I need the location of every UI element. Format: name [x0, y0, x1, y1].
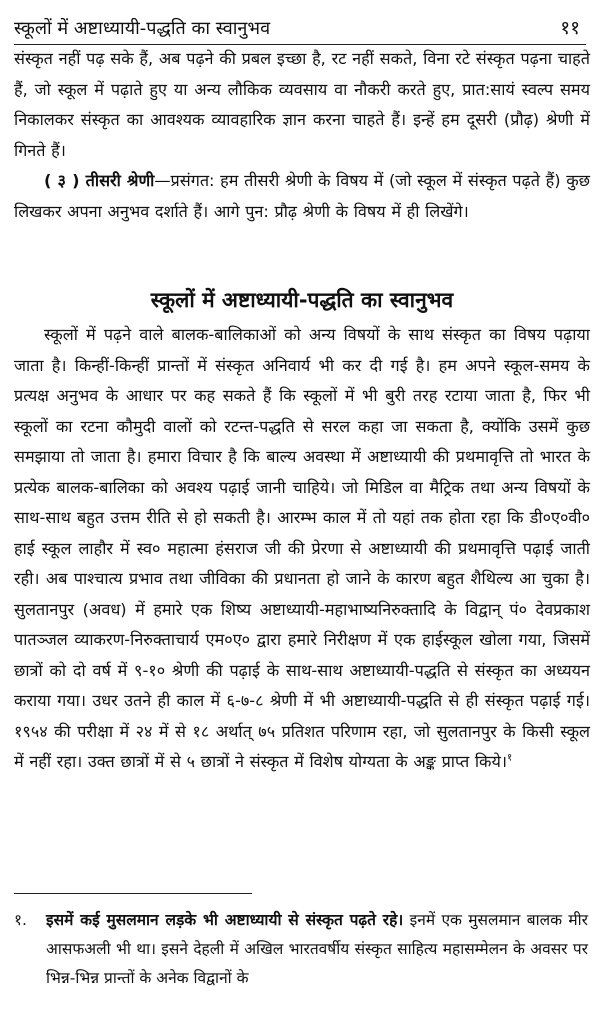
third-category-text: —प्रसंगत: हम तीसरी श्रेणी के विषय में (जो स्कूल में संस्कृत पढ़ते हैं) कुछ लिखकर अपना अनुभव दर्शाते हैं। आगे पुन: प्रौढ़ श्रेणी के विषय में ही लिखेंगे। — [14, 171, 590, 221]
footnote-text: इनमें एक मुसलमान बालक मीर आसफअली भी था। इसने देहली में अखिल भारतवर्षीय संस्कृत साहित्य महासम्मेलन के अवसर पर भिन्न-भिन्न प्रान्तों के अनेक विद्वानों के — [46, 911, 589, 987]
page-number: ११ — [560, 17, 580, 39]
third-category-label: ( ३ ) तीसरी श्रेणी — [44, 171, 155, 190]
paragraph-main — [14, 320, 590, 778]
paragraph-third-category — [14, 166, 590, 227]
main-paragraph-text: स्कूलों में पढ़ने वाले बालक-बालिकाओं को अन्य विषयों के साथ संस्कृत का विषय पढ़ाया जाता है। किन्हीं-किन्हीं प्रान्तों में संस्कृत अनिवार्य भी कर दी गई है। हम अपने स्कूल-समय के प्रत्यक्ष अनुभव के आधार पर कह सकते हैं कि स्कूलों में भी बुरी तरह रटाया जाता है, फिर भी स्कूलों का रटना कौमुदी वालों को रटन्त-पद्धति से सरल कहा जा सकता है, क्योंकि उसमें कुछ समझाया तो जाता है। हमारा विचार है कि बाल्य अवस्था में अष्टाध्यायी की प्रथमावृत्ति तो भारत के प्रत्येक बालक-बालिका को अवश्य पढ़ाई जानी चाहिये। जो मिडिल वा मैट्रिक तथा अन्य विषयों के साथ-साथ बहुत उत्तम रीति से हो सकती है। आरम्भ काल में तो यहां तक होता रहा कि डी०ए०वी० हाई स्कूल लाहौर में स्व० महात्मा हंसराज जी की प्रेरणा से अष्टाध्यायी की प्रथमावृत्ति पढ़ाई जाती रही। अब पाश्चात्य प्रभाव तथा जीविका की प्रधानता हो जाने के कारण बहुत शैथिल्य आ चुका है। सुलतानपुर (अवध) में हमारे एक शिष्य अष्टाध्यायी-महाभाष्यनिरुक्तादि के विद्वान् पं० देवप्रकाश पातञ्जल व्याकरण-निरुक्ताचार्य एम०ए० द्वारा हमारे निरीक्षण में एक हाईस्कूल खोला गया, जिसमें छात्रों को दो वर्ष में ९-१० श्रेणी की पढ़ाई के साथ-साथ अष्टाध्यायी-पद्धति से संस्कृत का अध्ययन कराया गया। उधर उतने ही काल में ६-७-८ श्रेणी में भी अष्टाध्यायी-पद्धति से ही संस्कृत पढ़ाई गई। १९५४ की परीक्षा में २४ में से १८ अर्थात् ७५ प्रतिशत परिणाम रहा, जो सुलतानपुर के किसी स्कूल में नहीं रहा। उक्त छात्रों में से ५ छात्रों ने संस्कृत में विशेष योग्यता के अङ्क प्राप्त किये। — [14, 325, 590, 771]
section-heading: स्कूलों में अष्टाध्यायी-पद्धति का स्वानुभव — [150, 288, 454, 312]
running-header — [14, 6, 586, 45]
footnote — [14, 906, 588, 993]
footnote-divider — [14, 893, 252, 894]
paragraph-continuation-text: संस्कृत नहीं पढ़ सके हैं, अब पढ़ने की प्रबल इच्छा है, रट नहीं सकते, विना रटे संस्कृत पढ़ना चाहते हैं, जो स्कूल में पढ़ाते हुए या अन्य लौकिक व्यवसाय वा नौकरी करते हुए, प्रात:सायं स्वल्प समय निकालकर संस्कृत का आवश्यक व्यावहारिक ज्ञान करना चाहते हैं। इन्हें हम दूसरी (प्रौढ़) श्रेणी में गिनते हैं। — [14, 49, 590, 160]
footnote-reference: १ — [507, 752, 513, 764]
footnote-marker: १. — [14, 911, 27, 929]
paragraph-continuation — [14, 44, 590, 166]
footnote-bold-text: इसमें कई मुसलमान लड़के भी अष्टाध्यायी से संस्कृत पढ़ते रहे। — [46, 911, 404, 929]
running-title: स्कूलों में अष्टाध्यायी-पद्धति का स्वानुभव — [14, 18, 271, 39]
